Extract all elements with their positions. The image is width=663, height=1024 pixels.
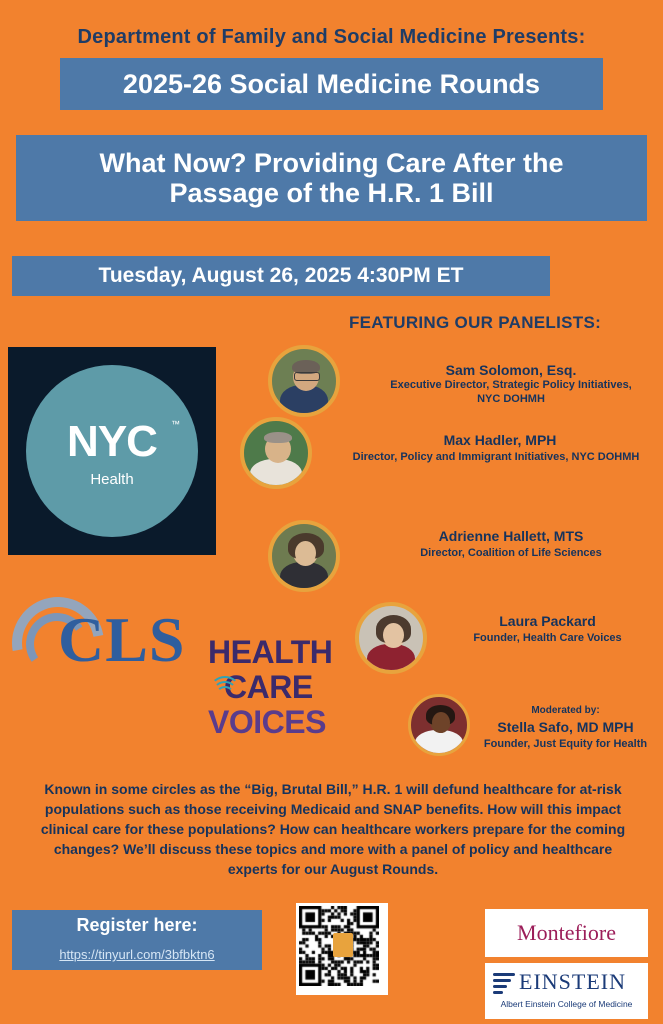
- panelist-name-4: Laura Packard: [499, 613, 596, 629]
- cls-logo: [10, 595, 205, 690]
- topic-title-band: [16, 135, 647, 221]
- panelist-avatar-1: [268, 345, 340, 417]
- panelist-role-1: [366, 378, 656, 406]
- avatar-glasses: [294, 372, 320, 381]
- avatar-body: [250, 459, 302, 489]
- panelist-name-1: Sam Solomon, Esq.: [445, 362, 577, 378]
- panelist-avatar-3: [268, 520, 340, 592]
- avatar-hair: [264, 432, 292, 443]
- register-link[interactable]: https://tinyurl.com/3bfbktn6: [59, 947, 215, 962]
- hcv-line1: HEALTH: [208, 634, 333, 670]
- einstein-subtext: Albert Einstein College of Medicine: [500, 999, 633, 1009]
- qr-code-center-logo: [333, 933, 353, 957]
- nyc-health-logo: [8, 347, 216, 555]
- topic-title-line2: Passage of the H.R. 1 Bill: [169, 178, 494, 208]
- event-datetime: Tuesday, August 26, 2025 4:30PM ET: [98, 264, 464, 287]
- featuring-heading: FEATURING OUR PANELISTS:: [348, 313, 602, 332]
- nyc-trademark-symbol: ™: [171, 419, 180, 429]
- nyc-wordmark: NYC: [67, 417, 157, 466]
- einstein-logo: [485, 963, 648, 1019]
- topic-title-line1: What Now? Providing Care After the: [99, 148, 564, 178]
- panelist-role-4-line1: Founder, Health Care Voices: [473, 632, 622, 644]
- series-title: 2025-26 Social Medicine Rounds: [122, 68, 541, 99]
- moderator-role: Founder, Just Equity for Health: [483, 738, 648, 750]
- panelist-role-2-line1: Director, Policy and Immigrant Initiatives, NYC DOHMH: [352, 451, 640, 463]
- event-datetime-band: [12, 256, 550, 296]
- avatar-face-oval: [432, 712, 450, 733]
- montefiore-wordmark: Montefiore: [517, 920, 616, 945]
- avatar-body: [367, 644, 415, 674]
- panelist-avatar-4: [355, 602, 427, 674]
- panelist-name-3: Adrienne Hallett, MTS: [438, 528, 584, 544]
- event-description: Known in some circles as the “Big, Brutal Bill,” H.R. 1 will defund healthcare for at-risk populations such as those receiving Medicaid and SNAP benefits. How will this impact clinical care for these populations? How can healthcare workers prepare for the coming changes? We’ll discuss these topics and more with a panel of policy and healthcare experts for our August Rounds.: [40, 781, 626, 877]
- health-care-voices-logo: [208, 635, 338, 760]
- avatar-body: [415, 730, 463, 756]
- cls-wordmark: CLS: [58, 604, 186, 675]
- department-presents-line: Department of Family and Social Medicine Presents:: [77, 26, 586, 48]
- moderator-avatar: [408, 694, 470, 756]
- einstein-mark-icon: [493, 971, 515, 993]
- avatar-face-oval: [383, 623, 404, 647]
- panelist-name-2: Max Hadler, MPH: [443, 432, 557, 448]
- hcv-line3: VOICES: [208, 704, 326, 740]
- nyc-health-subtext: Health: [90, 471, 134, 488]
- avatar-body: [280, 562, 328, 592]
- einstein-wordmark: EINSTEIN: [519, 969, 626, 994]
- hcv-line2: CARE: [224, 669, 313, 705]
- hcv-sound-wave-icon: [212, 676, 234, 694]
- moderator-name: Stella Safo, MD MPH: [497, 719, 634, 735]
- panelist-role-1-line1: Executive Director, Strategic Policy Initiatives,: [390, 379, 632, 391]
- panelist-role-1-line2: NYC DOHMH: [477, 393, 545, 405]
- panelist-role-2: [336, 450, 656, 464]
- panelist-avatar-2: [240, 417, 312, 489]
- panelist-role-3-line1: Director, Coalition of Life Sciences: [420, 547, 602, 559]
- register-label: Register here:: [76, 915, 198, 935]
- montefiore-logo: [485, 909, 648, 957]
- series-title-band: [60, 58, 603, 110]
- avatar-face-oval: [295, 541, 316, 565]
- moderator-label: Moderated by:: [531, 705, 600, 716]
- panelist-role-3: [366, 546, 656, 560]
- panelist-role-4: [440, 631, 655, 645]
